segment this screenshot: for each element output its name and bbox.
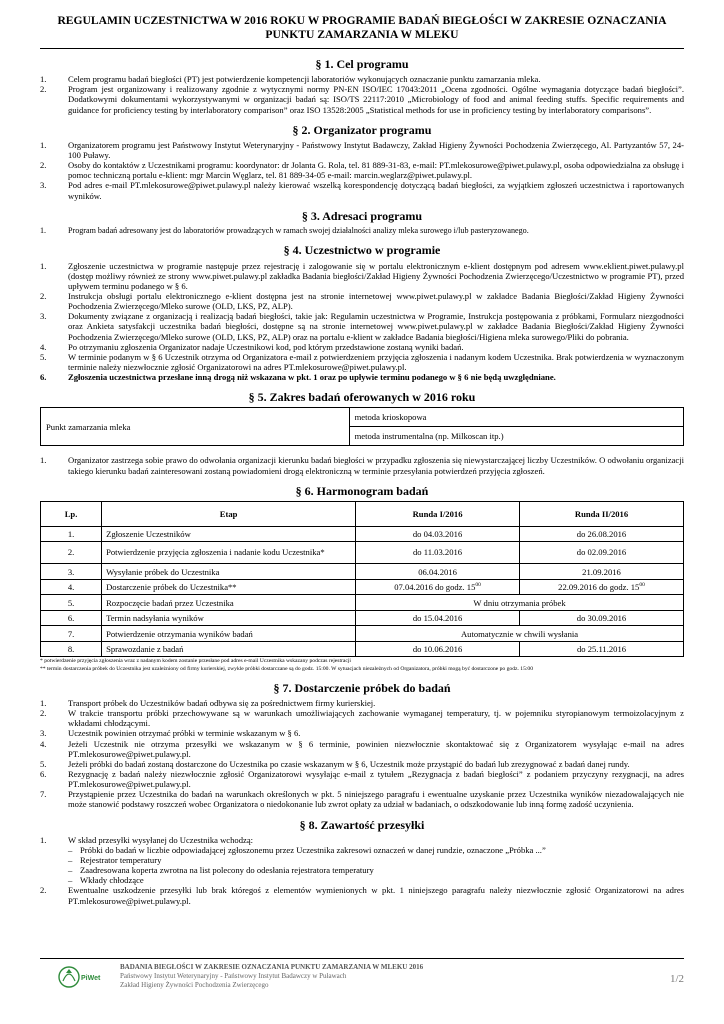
list-item: 1. Organizatorem programu jest Państwowy Instytut Weterynaryjny - Państwowy Instytut Badawczy, Zakład Higieny Żywności Pochodzenia Zwierzęcego, Al. Partyzantów 57, 24-100 Puławy. [40, 139, 684, 160]
column-header: Lp. [41, 501, 102, 526]
piwet-logo-icon [58, 963, 108, 991]
list-item: 3. Dokumenty związane z organizacją i realizacją badań biegłości, takie jak: Regulamin uczestnictwa w Programie, Instrukcja postępowania z próbkami, Formularz niezgodności oraz Ankieta satysfakcji uczestnika badań biegłości, dostępne są na stronie internetowej www.piwet.pulawy.pl w zakładce Badania Biegłości/Zakład Higieny Żywności Pochodzenia Zwierzęcego/Mleko surowe (OLD, LKS, PZ, ALP) oraz na portalu e-klient w zakładce Badania biegłości/Higiena mleka surowego/Pliki do pobrania. [40, 311, 684, 342]
list-item: 5. W terminie podanym w § 6 Uczestnik otrzyma od Organizatora e-mail z potwierdzeniem przyjęcia zgłoszenia i nadanym kodem Uczestnika. Brak potwierdzenia w wyznaczonym terminie należy niezwłocznie zgłosić Organizatorowi na adres PT.mlekosurowe@piwet.pulawy.pl. [40, 351, 684, 372]
list-item: 1. Zgłoszenie uczestnictwa w programie następuje przez rejestrację i zalogowanie się w portalu elektronicznym e-klient dostępnym pod adresem www.eklient.piwet.pulawy.pl (dostęp możliwy również ze strony www.piwet.pulawy.pl zakładka Badania biegłości/Zakład Higieny Żywności Pochodzenia Zwierzęcego/Uczestnictwo w programie PT), przed upływem terminu podanego w § 6. [40, 260, 684, 291]
cell-round-2: 22.09.2016 do godz. $15^{00}$ [520, 579, 684, 595]
cell-etap: Zgłoszenie Uczestników [102, 526, 356, 542]
list-item: 6. Rezygnację z badań należy niezwłocznie zgłosić Organizatorowi wysyłając e-mail z tytułem „Rezygnacja z badań biegłości” z podaniem przyczyny rezygnacji, na adres PT.mlekosurowe@piwet.pulawy.pl. [40, 769, 684, 790]
table-row [41, 526, 684, 542]
table-row [41, 579, 684, 595]
section-1-heading: § 1. Cel programu [315, 56, 409, 71]
list-item: 7. Przystąpienie przez Uczestnika do badań na warunkach określonych w pkt. 5 niniejszego paragrafu i ewentualne uzyskanie przez Uczestnika wyników niezadowalających nie może stanowić podstawy roszczeń wobec Organizatora o niedokonanie lub zwrot opłaty za udział w badaniach, o odszkodowanie lub inną formę zadość uczynienia. [40, 789, 684, 810]
document-title: REGULAMIN UCZESTNICTWA W 2016 ROKU W PROGRAMIE BADAŃ BIEGŁOŚCI W ZAKRESIE OZNACZANIA PUNKTU ZAMARZANIA W MLEKU [40, 14, 684, 49]
cell-lp: 6. [41, 610, 102, 626]
cell-etap: Dostarczenie próbek do Uczestnika** [102, 579, 356, 595]
section-8-list [40, 835, 684, 845]
section-7-list [40, 698, 684, 810]
section-4-heading: § 4. Uczestnictwo w programie [283, 243, 441, 258]
cell-etap: Rozpoczęcie badań przez Uczestnika [102, 595, 356, 611]
list-item: 2. Osoby do kontaktów z Uczestnikami programu: koordynator: dr Jolanta G. Rola, tel. 81 889-31-83, e-mail: PT.mlekosurowe@piwet.pulawy.pl, osoba odpowiedzialna za obsługę i pomoc techniczną portalu e-klient: mgr Marcin Węglarz, tel. 81 889-34-05 e-mail: marcin.weglarz@piwet.pulawy.pl. [40, 160, 684, 181]
section-2-heading: § 2. Organizator programu [292, 122, 432, 137]
table-header-row [41, 501, 684, 526]
table-row [41, 595, 684, 611]
table-row [41, 542, 684, 564]
cell-lp: 4. [41, 579, 102, 595]
list-item: 2. Instrukcja obsługi portalu elektronicznego e-klient dostępna jest na stronie internetowej www.piwet.pulawy.pl w zakładce Badania Biegłości/Zakład Higieny Żywności Pochodzenia Zwierzęcego/Mleko surowe (OLD, LKS, PZ, ALP). [40, 290, 684, 312]
section-8-heading: § 8. Zawartość przesyłki [299, 817, 425, 832]
list-item: 2. Ewentualne uszkodzenie przesyłki lub brak któregoś z elementów wymienionych w pkt. 1 niniejszego paragrafu należy niezwłocznie zgłosić Organizatorowi na adres PT.mlekosurowe@piwet.pulawy.pl. [40, 885, 684, 906]
scope-method-2: metoda instrumentalna (np. Milkoscan itp.) [349, 427, 683, 446]
list-item: 1. W skład przesyłki wysyłanej do Uczestnika wchodzą: [40, 834, 254, 845]
cell-round-2: do 26.08.2016 [520, 526, 684, 542]
cell-etap: Wysyłanie próbek do Uczestnika [102, 564, 356, 580]
cell-etap: Potwierdzenie otrzymania wyników badań [102, 626, 356, 642]
column-header: Runda I/2016 [356, 501, 520, 526]
cell-lp: 3. [41, 564, 102, 580]
cell-round-1: 07.04.2016 do godz. $15^{00}$ [356, 579, 520, 595]
cell-round-2: do 30.09.2016 [520, 610, 684, 626]
footer-text [120, 963, 423, 990]
table-row [41, 564, 684, 580]
column-header: Runda II/2016 [520, 501, 684, 526]
list-item: 5. Jeżeli próbki do badań zostaną dostarczone do Uczestnika po czasie wskazanym w § 6, Uczestnik może przystąpić do badań lub zrezygnować z badań danej rundy. [40, 758, 630, 769]
section-7-heading: § 7. Dostarczenie próbek do badań [273, 680, 451, 695]
list-item: 6. Zgłoszenia uczestnictwa przesłane inną drogą niż wskazana w pkt. 1 oraz po upływie terminu podanego w § 6 nie będą uwzględniane. [40, 372, 556, 383]
list-item: – Zaadresowana koperta zwrotna na list polecony do odesłania rejestratora temperatury [68, 865, 684, 875]
cell-round-2: do 25.11.2016 [520, 641, 684, 657]
list-item: 3. Pod adres e-mail PT.mlekosurowe@piwet.pulawy.pl należy kierować wszelką korespondencję dotyczącą badań biegłości, za wyjątkiem zgłoszeń uczestnictwa i raportowanych wyników. [40, 180, 684, 201]
package-contents-list [40, 845, 684, 886]
footer-line-1: BADANIA BIEGŁOŚCI W ZAKRESIE OZNACZANIA PUNKTU ZAMARZANIA W MLEKU 2016 [120, 963, 424, 971]
cell-both-rounds: W dniu otrzymania próbek [356, 595, 684, 611]
cell-lp: 1. [41, 526, 102, 542]
cell-round-2: do 02.09.2016 [520, 542, 684, 564]
list-item: 1. Celem programu badań biegłości (PT) jest potwierdzenie kompetencji laboratoriów wykonujących oznaczanie punktu zamarzania mleka. [40, 74, 541, 85]
list-item: 1. Program badań adresowany jest do laboratoriów prowadzących w ramach swojej działalności analizy mleka surowego i/lub pasteryzowanego. [40, 225, 529, 235]
cell-round-1: do 04.03.2016 [356, 526, 520, 542]
list-item: 4. Jeżeli Uczestnik nie otrzyma przesyłki we wskazanym w § 6 terminie, powinien niezwłocznie skontaktować się z Organizatorem wysyłając e-mail na adres PT.mlekosurowe@piwet.pulawy.pl. [40, 738, 684, 759]
list-item: 4. Po otrzymaniu zgłoszenia Organizator nadaje Uczestnikowi kod, pod którym przedstawione zostaną wyniki badań. [40, 341, 464, 352]
footer-line-2: Państwowy Instytut Weterynaryjny - Państwowy Instytut Badawczy w Puławach [120, 972, 347, 981]
section-8-list-cont [40, 885, 684, 905]
cell-round-1: do 11.03.2016 [356, 542, 520, 564]
list-item: 2. W trakcie transportu próbki przechowywane są w warunkach umożliwiających zachowanie wymaganej temperatury, tj. w pojemniku styropianowym termoizolacyjnym z wkładami chłodzącymi. [40, 708, 684, 729]
cell-etap: Termin nadsyłania wyników [102, 610, 356, 626]
cell-round-1: 06.04.2016 [356, 564, 520, 580]
cell-etap: Potwierdzenie przyjęcia zgłoszenia i nadanie kodu Uczestnika* [102, 542, 356, 564]
page-number: 1/2 [669, 973, 684, 985]
page-footer [40, 958, 684, 998]
list-item: 1. Organizator zastrzega sobie prawo do odwołania organizacji kierunku badań biegłości w przypadku zgłoszenia się niewystarczającej liczby Uczestników. O odwołaniu organizacji takiego kierunku badań zainteresowani zostaną powiadomieni drogą elektroniczną w terminie przesyłania potwierdzeń przyjęcia zgłoszeń. [40, 455, 684, 476]
table-row [41, 641, 684, 657]
cell-round-1: do 10.06.2016 [356, 641, 520, 657]
footnote-2: ** termin dostarczenia próbek do Uczestnika jest uzależniony od firmy kurierskiej, zwykle próbki dostarczane są do godz. 15:00. W sytuacjach niezależnych od Organizatora, próbki mogą być dostarczone po godz. 15:00 [40, 665, 534, 672]
cell-lp: 5. [41, 595, 102, 611]
section-4-list [40, 261, 684, 383]
cell-lp: 7. [41, 626, 102, 642]
list-item: 1. Transport próbek do Uczestników badań odbywa się za pośrednictwem firmy kurierskiej. [40, 698, 376, 709]
cell-lp: 8. [41, 641, 102, 657]
section-2-list [40, 140, 684, 201]
cell-round-2: 21.09.2016 [520, 564, 684, 580]
scope-parameter: Punkt zamarzania mleka [41, 408, 350, 446]
section-5-list [40, 455, 684, 475]
cell-lp: 2. [41, 542, 102, 564]
section-1-list [40, 74, 684, 115]
column-header: Etap [102, 501, 356, 526]
footer-line-3: Zakład Higieny Żywności Pochodzenia Zwierzęcego [120, 981, 269, 990]
svg-text:PiWet: PiWet [81, 975, 101, 982]
list-item: – Wkłady chłodzące [68, 875, 684, 885]
scope-method-1: metoda krioskopowa [349, 408, 683, 427]
table-row [41, 626, 684, 642]
list-item: 2. Program jest organizowany i realizowany zgodnie z wytycznymi normy PN-EN ISO/IEC 17043:2011 „Ocena zgodności. Ogólne wymagania dotyczące badań biegłości”. Dodatkowymi dokumentami wykorzystywanymi w organizacji badań są: ISO/TS 22117:2010 „Microbiology of food and animal feeding stuffs. Specific requirements and guidance for proficiency testing by interlaboratory comparison” oraz ISO 13528:2005 „Statistical methods for use in proficiency testing by interlaboratory comparisons”. [40, 84, 684, 115]
footnote-1: * potwierdzenie przyjęcia zgłoszenia wraz z nadanym kodem zostanie przesłane pod adres e-mail Uczestnika wskazany podczas rejestracji [40, 658, 351, 665]
list-item: – Próbki do badań w liczbie odpowiadającej zgłoszonemu przez Uczestnika zakresowi oznaczeń w danej rundzie, oznaczone „Próbka ...” [68, 845, 684, 855]
section-5-heading: § 5. Zakres badań oferowanych w 2016 roku [248, 390, 476, 405]
piwet-logo [58, 963, 108, 991]
list-item: – Rejestrator temperatury [68, 855, 684, 865]
table-row [41, 610, 684, 626]
cell-both-rounds: Automatycznie w chwili wysłania [356, 626, 684, 642]
cell-round-1: do 15.04.2016 [356, 610, 520, 626]
section-6-heading: § 6. Harmonogram badań [295, 483, 429, 498]
list-item: 3. Uczestnik powinien otrzymać próbki w terminie wskazanym w § 6. [40, 728, 301, 739]
scope-table [40, 407, 684, 446]
section-3-heading: § 3. Adresaci programu [301, 208, 423, 223]
schedule-table [40, 501, 684, 658]
cell-etap: Sprawozdanie z badań [102, 641, 356, 657]
section-3-list [40, 226, 684, 236]
